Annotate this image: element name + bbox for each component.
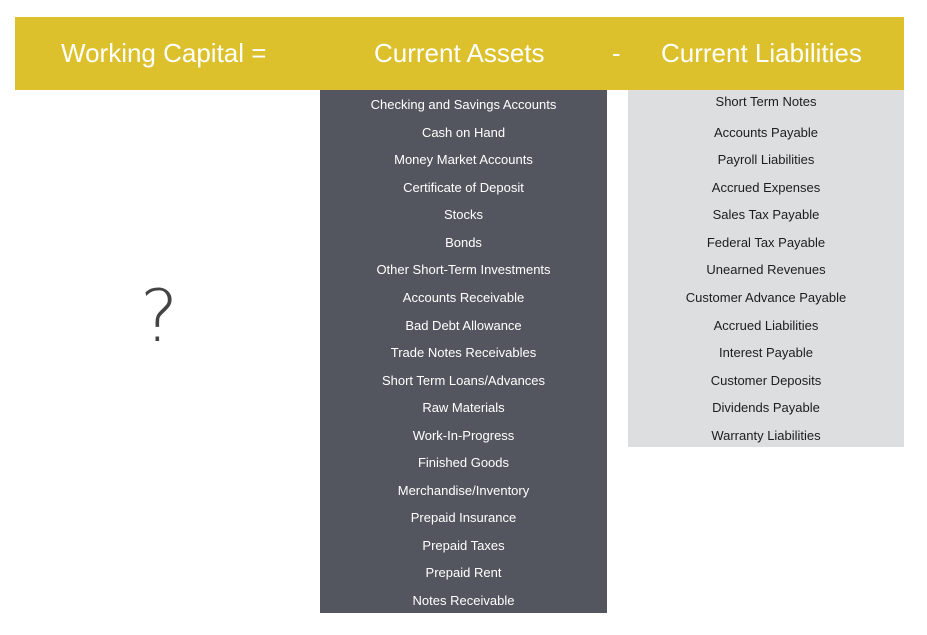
unknown-result-symbol: ? [140, 274, 179, 358]
liability-item: Accrued Liabilities [713, 318, 819, 333]
working-capital-label: Working Capital = [61, 38, 267, 68]
asset-item: Cash on Hand [421, 125, 506, 140]
asset-item: Prepaid Rent [425, 565, 502, 580]
liability-item: Accrued Expenses [711, 180, 821, 195]
minus-operator: - [612, 38, 621, 68]
asset-item: Bonds [445, 235, 482, 250]
asset-item: Prepaid Insurance [410, 510, 517, 525]
formula-banner [15, 17, 904, 90]
current-assets-heading: Current Assets [374, 38, 545, 68]
asset-item: Work-In-Progress [412, 428, 515, 443]
asset-item: Money Market Accounts [394, 152, 533, 167]
liability-item: Unearned Revenues [706, 262, 826, 277]
liability-item: Warranty Liabilities [711, 428, 821, 443]
asset-item: Other Short-Term Investments [376, 262, 551, 277]
asset-item: Raw Materials [422, 400, 505, 415]
asset-item: Prepaid Taxes [422, 538, 505, 553]
asset-item: Bad Debt Allowance [405, 318, 522, 333]
liability-item: Customer Deposits [710, 373, 822, 388]
liability-item: Federal Tax Payable [706, 235, 826, 250]
current-liabilities-heading: Current Liabilities [661, 38, 862, 68]
asset-item: Certificate of Deposit [403, 180, 524, 195]
asset-item: Checking and Savings Accounts [370, 97, 557, 112]
liability-item: Sales Tax Payable [712, 207, 820, 222]
liability-item: Customer Advance Payable [685, 290, 847, 305]
asset-item: Finished Goods [417, 455, 510, 470]
asset-item: Trade Notes Receivables [390, 345, 537, 360]
asset-item: Notes Receivable [412, 593, 515, 608]
liability-item: Interest Payable [719, 345, 813, 360]
asset-item: Stocks [443, 207, 483, 222]
asset-item: Accounts Receivable [402, 290, 525, 305]
liability-item: Short Term Notes [715, 94, 817, 109]
liability-item: Dividends Payable [712, 400, 820, 415]
liability-item: Accounts Payable [713, 125, 819, 140]
asset-item: Short Term Loans/Advances [381, 373, 546, 388]
current-liabilities-list [628, 90, 904, 447]
current-assets-list [320, 90, 607, 613]
liability-item: Payroll Liabilities [717, 152, 815, 167]
asset-item: Merchandise/Inventory [397, 483, 530, 498]
